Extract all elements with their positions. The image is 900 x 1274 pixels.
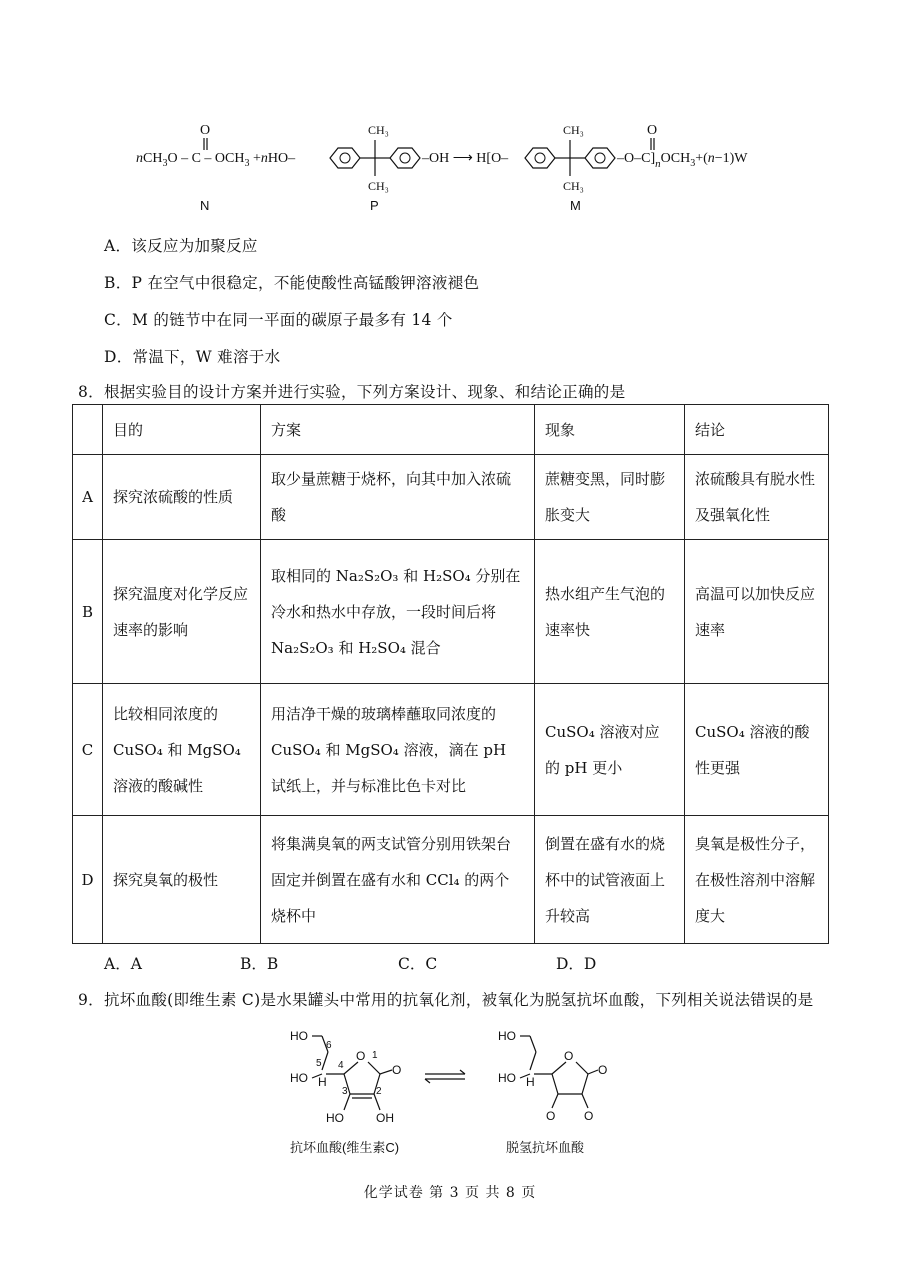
row-conclusion: CuSO₄ 溶液的酸性更强 xyxy=(685,684,829,816)
q8-answer-a: A．A xyxy=(104,955,142,973)
q7-option-b: B．P 在空气中很稳定，不能使酸性高锰酸钾溶液褪色 xyxy=(104,274,480,292)
atom-ho-6: HO xyxy=(290,1029,308,1043)
table-row xyxy=(73,455,829,540)
q8-answer-d: D．D xyxy=(556,955,597,973)
header-plan: 方案 xyxy=(261,405,535,455)
q8-answer-c: C．C xyxy=(398,955,438,973)
table-row xyxy=(73,540,829,684)
experiment-table xyxy=(72,404,829,944)
header-phenomenon: 现象 xyxy=(535,405,685,455)
reaction-equation xyxy=(130,110,780,220)
atom-oh-2: OH xyxy=(376,1111,394,1125)
row-phenomenon: 倒置在盛有水的烧杯中的试管液面上升较高 xyxy=(535,816,685,944)
row-purpose: 探究温度对化学反应速率的影响 xyxy=(103,540,261,684)
row-purpose: 探究浓硫酸的性质 xyxy=(103,455,261,540)
row-conclusion: 臭氧是极性分子，在极性溶剂中溶解度大 xyxy=(685,816,829,944)
q8-stem: 8．根据实验目的设计方案并进行实验，下列方案设计、现象、和结论正确的是 xyxy=(78,383,626,401)
q9-stem: 9．抗坏血酸(即维生素 C)是水果罐头中常用的抗氧化剂，被氧化为脱氢抗坏血酸，下列相关说法错误的是 xyxy=(78,991,814,1009)
label-p: P xyxy=(370,198,379,213)
row-plan: 将集满臭氧的两支试管分别用铁架台固定并倒置在盛有水和 CCl₄ 的两个烧杯中 xyxy=(261,816,535,944)
table-row xyxy=(73,684,829,816)
label-3: 3 xyxy=(342,1086,348,1097)
atom-ho-5: HO xyxy=(290,1071,308,1085)
row-plan: 取相同的 Na₂S₂O₃ 和 H₂SO₄ 分别在冷水和热水中存放，一段时间后将 Na₂S₂O₃ 和 H₂SO₄ 混合 xyxy=(261,540,535,684)
p-methyl-top: CH₃ xyxy=(368,123,389,137)
atom-o-right-3: O xyxy=(584,1109,594,1123)
atom-o-ring: O xyxy=(356,1049,366,1063)
row-phenomenon: 热水组产生气泡的速率快 xyxy=(535,540,685,684)
atom-ho-right-mid: HO xyxy=(498,1071,516,1085)
row-letter: B xyxy=(73,540,103,684)
header-purpose: 目的 xyxy=(103,405,261,455)
q7-option-c: C．M 的链节中在同一平面的碳原子最多有 14 个 xyxy=(104,311,453,329)
header-conclusion: 结论 xyxy=(685,405,829,455)
table-header-row xyxy=(73,405,829,455)
atom-o-ring-right: O xyxy=(564,1049,574,1063)
q7-option-d: D．常温下，W 难溶于水 xyxy=(104,348,281,366)
atom-o-right-1: O xyxy=(598,1063,608,1077)
page-footer: 化学试卷 第 3 页 共 8 页 xyxy=(363,1185,537,1201)
label-6: 6 xyxy=(326,1040,332,1051)
m-methyl-bottom: CH₃ xyxy=(563,179,584,193)
row-plan: 用洁净干燥的玻璃棒蘸取同浓度的 CuSO₄ 和 MgSO₄ 溶液，滴在 pH 试纸上，并与标准比色卡对比 xyxy=(261,684,535,816)
atom-o-right-2: O xyxy=(546,1109,556,1123)
label-m: M xyxy=(570,198,581,213)
row-phenomenon: 蔗糖变黑，同时膨胀变大 xyxy=(535,455,685,540)
label-1: 1 xyxy=(372,1050,378,1061)
m-methyl-top: CH₃ xyxy=(563,123,584,137)
label-n: N xyxy=(200,198,210,213)
table-row xyxy=(73,816,829,944)
row-conclusion: 浓硫酸具有脱水性及强氧化性 xyxy=(685,455,829,540)
row-phenomenon: CuSO₄ 溶液对应的 pH 更小 xyxy=(535,684,685,816)
atom-ho-right-top: HO xyxy=(498,1029,516,1043)
label-4: 4 xyxy=(338,1060,344,1071)
label-5: 5 xyxy=(316,1058,322,1069)
atom-h-right: H xyxy=(526,1075,535,1089)
row-letter: C xyxy=(73,684,103,816)
atom-o-carbonyl: O xyxy=(392,1063,402,1077)
row-conclusion: 高温可以加快反应速率 xyxy=(685,540,829,684)
row-plan: 取少量蔗糖于烧杯，向其中加入浓硫酸 xyxy=(261,455,535,540)
row-letter: D xyxy=(73,816,103,944)
q8-answer-b: B．B xyxy=(240,955,279,973)
m-tail: $-O-C]_nOCH_3+(n-1)W$ xyxy=(617,151,748,170)
atom-ho-3: HO xyxy=(326,1111,344,1125)
row-purpose: 比较相同浓度的 CuSO₄ 和 MgSO₄ 溶液的酸碱性 xyxy=(103,684,261,816)
m-carbonyl-oxygen: O xyxy=(647,123,658,138)
ascorbic-acid-equilibrium xyxy=(280,1022,640,1172)
caption-ascorbic-acid: 抗坏血酸(维生素C) xyxy=(290,1140,400,1155)
reagent-n-left: $nCH_3O - C - OCH_3 +nHO-$ xyxy=(136,151,296,169)
row-purpose: 探究臭氧的极性 xyxy=(103,816,261,944)
p-methyl-bottom: CH₃ xyxy=(368,179,389,193)
label-2: 2 xyxy=(376,1086,382,1097)
p-hydroxyl-arrow: –OH ⟶ H[O– xyxy=(422,151,509,166)
carbonyl-oxygen: O xyxy=(200,123,211,138)
header-empty xyxy=(73,405,103,455)
q7-option-a: A．该反应为加聚反应 xyxy=(104,237,258,255)
row-letter: A xyxy=(73,455,103,540)
atom-h: H xyxy=(318,1075,327,1089)
caption-dehydroascorbic-acid: 脱氢抗坏血酸 xyxy=(506,1140,585,1155)
